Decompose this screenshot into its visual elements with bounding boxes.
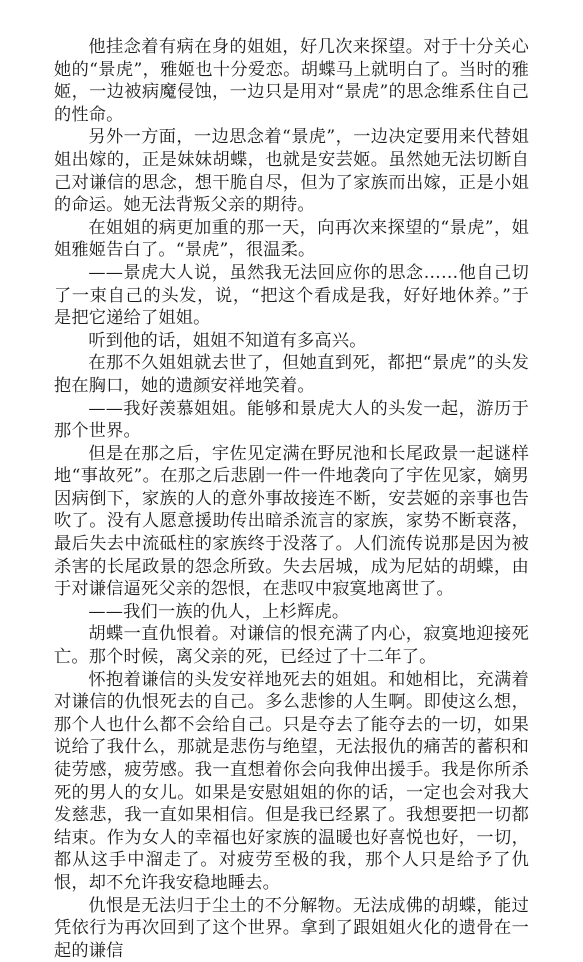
paragraph: 但是在那之后，宇佐见定满在野尻池和长尾政景一起谜样地“事故死”。在那之后悲剧一件一件地袭向了宇佐见家，嫡男因病倒下，家族的人的意外事故接连不断，安芸姬的亲事也告吹了。没有人愿意援助传出暗杀流言的家族，家势不断衰落，最后失去中流砥柱的家族终于没落了。人们流传说那是因为被杀害的长尾政景的怨念所致。失去居城，成为尼姑的胡蝶，由于对谦信逼死父亲的怨恨，在悲叹中寂寞地离世了。 bbox=[54, 443, 529, 600]
paragraph: 在姐姐的病更加重的那一天，向再次来探望的“景虎”，姐姐雅姬告白了。“景虎”，很温柔。 bbox=[54, 217, 529, 261]
paragraph: 他挂念着有病在身的姐姐，好几次来探望。对于十分关心她的“景虎”，雅姬也十分爱恋。胡蝶马上就明白了。当时的雅姬，一边被病魔侵蚀，一边只是用对“景虎”的思念维系住自己的性命。 bbox=[54, 37, 529, 125]
paragraph: ——我好羡慕姐姐。能够和景虎大人的头发一起，游历于那个世界。 bbox=[54, 398, 529, 442]
paragraph: 仇恨是无法归于尘土的不分解物。无法成佛的胡蝶，能过凭依行为再次回到了这个世界。拿到了跟姐姐火化的遗骨在一起的谦信 bbox=[54, 895, 529, 961]
paragraph: ——景虎大人说，虽然我无法回应你的思念……他自己切了一束自己的头发，说，“把这个看成是我，好好地休养。”于是把它递给了姐姐。 bbox=[54, 262, 529, 329]
paragraph: ——我们一族的仇人，上杉辉虎。 bbox=[88, 601, 350, 622]
paragraph: 另外一方面，一边思念着“景虎”，一边决定要用来代替姐姐出嫁的，正是妹妹胡蝶，也就是安芸姬。虽然她无法切断自己对谦信的思念，想干脆自尽，但为了家族而出嫁，正是小姐的命运。她无法背叛父亲的期待。 bbox=[54, 127, 529, 216]
paragraph: 胡蝶一直仇恨着。对谦信的恨充满了内心，寂寞地迎接死亡。那个时候，离父亲的死，已经过了十二年了。 bbox=[54, 624, 529, 668]
paragraph: 听到他的话，姐姐不知道有多高兴。 bbox=[88, 330, 367, 351]
paragraph: 怀抱着谦信的头发安祥地死去的姐姐。和她相比，充满着对谦信的仇恨死去的自己。多么悲惨的人生啊。即使这么想，那个人也什么都不会给自己。只是夺去了能夺去的一切，如果说给了我什么，那就是悲伤与绝望，无法报仇的痛苦的蓄积和徒劳感，疲劳感。我一直想着你会向我伸出援手。我是你所杀死的男人的女儿。如果是安慰姐姐的你的话，一定也会对我大发慈悲，我一直如果相信。但是我已经累了。我想要把一切都结束。作为女人的幸福也好家族的温暖也好喜悦也好，一切，都从这手中溜走了。对疲劳至极的我，那个人只是给予了仇恨，却不允许我安稳地睡去。 bbox=[54, 669, 529, 893]
paragraph: 在那不久姐姐就去世了，但她直到死，都把“景虎”的头发抱在胸口，她的遗颜安祥地笑着。 bbox=[54, 353, 529, 396]
